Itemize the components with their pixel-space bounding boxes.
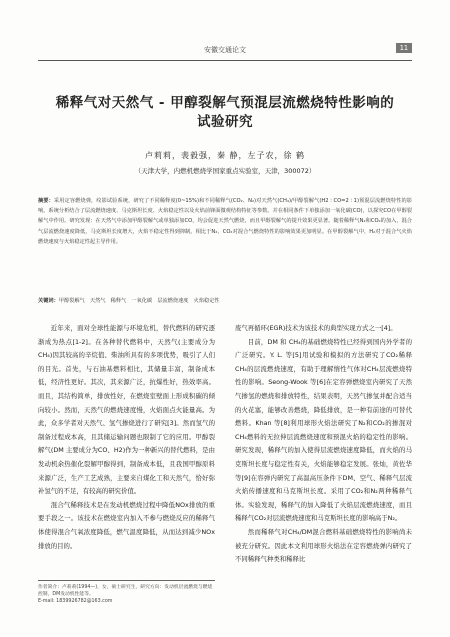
author-list: 卢莉莉，裴毅强，秦 静，左子农，徐 鹤: [144, 151, 306, 160]
paragraph: 目前，DM 和 CH₄的基础燃烧特性已经得到国内外学者的广泛研究。Y. L. 等[5]用试验和模拟的方法研究了CO₂稀释 CH₄的层流燃烧速度，有助于理解惰性气体对CH₄层流燃烧特性的影响。Seong-Wook 等[6]在定容弹燃烧室内研究了天然气掺氢的燃烧和排放特性，结果表明，天然气掺氢并配合适当的火花塞，能够改善燃烧，降低排放，是一种有前途的可替代燃料。Khan 等[8]利用球形火焰法研究了N₂和CO₂的掺混对CH₄燃料的无拉伸层流燃烧速度和预混火焰的稳定性的影响。研究发现，稀释气的加入使得层流燃烧速度降低，而火焰的马克斯坦长度与稳定性有关，火焰能够稳定发展。张灿，黄佐华等[9]在容弹内研究了高温高压条件下DM、空气、稀释气层流火焰传播速度和马克斯坦长度。采用了CO₂和N₂两种稀释气体。实验发现，稀释气的加入降低了火焰层流燃烧速度，而且稀释气CO₂对层流燃烧速度和马克斯坦长度的影响高于N₂。: [235, 337, 412, 523]
paragraph: 然而稀释气对CH₄/DM混合燃料基础燃烧特性的影响尚未被充分研究。因此本文利用球形火焰法在定容燃烧弹内研究了不同稀释气种类和稀释比: [235, 527, 412, 564]
affiliation: （天津大学，内燃机燃烧学国家重点实验室，天津，300072）: [134, 167, 316, 175]
title-line-1: 稀释气对天然气 - 甲醇裂解气预混层流燃烧特性影响的: [55, 95, 395, 111]
body-column-left: [38, 322, 215, 553]
keywords-label: 关键词：: [38, 298, 59, 304]
abstract: [38, 196, 412, 247]
abstract-label: 摘要：: [38, 198, 54, 204]
paragraph: 废气再循环(EGR)技术为该技术的典型实现方式之一[4]。: [235, 324, 397, 332]
abstract-text: 采用定容燃烧弹，纹影试验系统，研究了不同稀释度(0~15%)和不同稀释气(CO₂、N₂)对天然气(CH₄)/甲醇裂解气(H2 ∶ CO=2 ∶ 1)预混层流燃烧特性的影响。系统分析结合了层流燃烧速度、马克斯坦长度、火焰稳定性以及火焰前锋面微观结构特征等参数。并在相同条件下单独添加一氧化碳(CO)，以探究CO在甲醇裂解气中作用。研究发现：在天然气中添加甲醇裂解气或单独添加CO，均会促进天然气燃烧，而且甲醇裂解气的提升效果更显著。随着稀释气N₂和CO₂的加入，混合气层流燃烧速度降低，马克斯坦长度增大，火焰不稳定性得到抑制。相比于N₂，CO₂对混合气燃烧特性的影响效果更加明显。在甲醇裂解气中，H₂对于混合气火焰燃烧速度与火焰稳定性起主导作用。: [38, 198, 412, 245]
paper-title: [38, 94, 412, 132]
page-number: 11: [396, 43, 412, 53]
paragraph: 混合气稀释技术是在发动机燃烧过程中降低NOx排放的重要手段之一。该技术在燃烧室内加入不参与燃烧反应的稀释气体使得混合气氧浓度降低，燃气温度降低，从而达到减少NOx排放的目的。: [38, 500, 215, 550]
keywords: [38, 297, 412, 304]
title-line-2: 试验研究: [197, 114, 253, 130]
paragraph: 近年来，面对全球性能源与环境危机，替代燃料的研究逐渐成为热点[1-2]。在各种替代燃料中，天然气(主要成分为CH₄)因其较高的辛烷值、柴油所具有的多项优势，吸引了人们的目光。首先，与石油基燃料相比，其储量丰富，制备成本低，经济性更好。其次，其来源广泛，抗爆性好，热效率高。而且，其结构简单，排放性好，在燃烧室壁面上形成积碳的倾向较小。然而，天然气的燃烧速度慢，火焰面点火能量高。为此，众多学者对天然气、氢气掺烧进行了研究[3]。然而氢气的制备过程成本高，且其储运输问题也限制了它的应用。甲醇裂解气(DM 主要成分为CO、H2)作为一种新兴的替代燃料，是由发动机余热催化裂解甲醇得到，制备成本低，且我国甲醇原料来源广泛，生产工艺成熟，主要来自煤化工和天然气，恰好弥补氢气的不足，有较高的研究价值。: [38, 324, 215, 496]
body-column-right: [235, 322, 412, 622]
journal-name: 安徽交通论文: [204, 46, 246, 54]
keywords-text: 甲醇裂解气 天然气 稀释气 一氧化碳 层流燃烧速度 火焰稳定性: [58, 298, 220, 304]
author-footnote: 作者简介：卢莉莉(1994—)，女，硕士研究生，研究方向：发动机层流燃烧与燃烧控制，DM发动机性能等。 E-mail: 1839926782@163.com: [38, 580, 215, 605]
running-header: [38, 42, 412, 61]
